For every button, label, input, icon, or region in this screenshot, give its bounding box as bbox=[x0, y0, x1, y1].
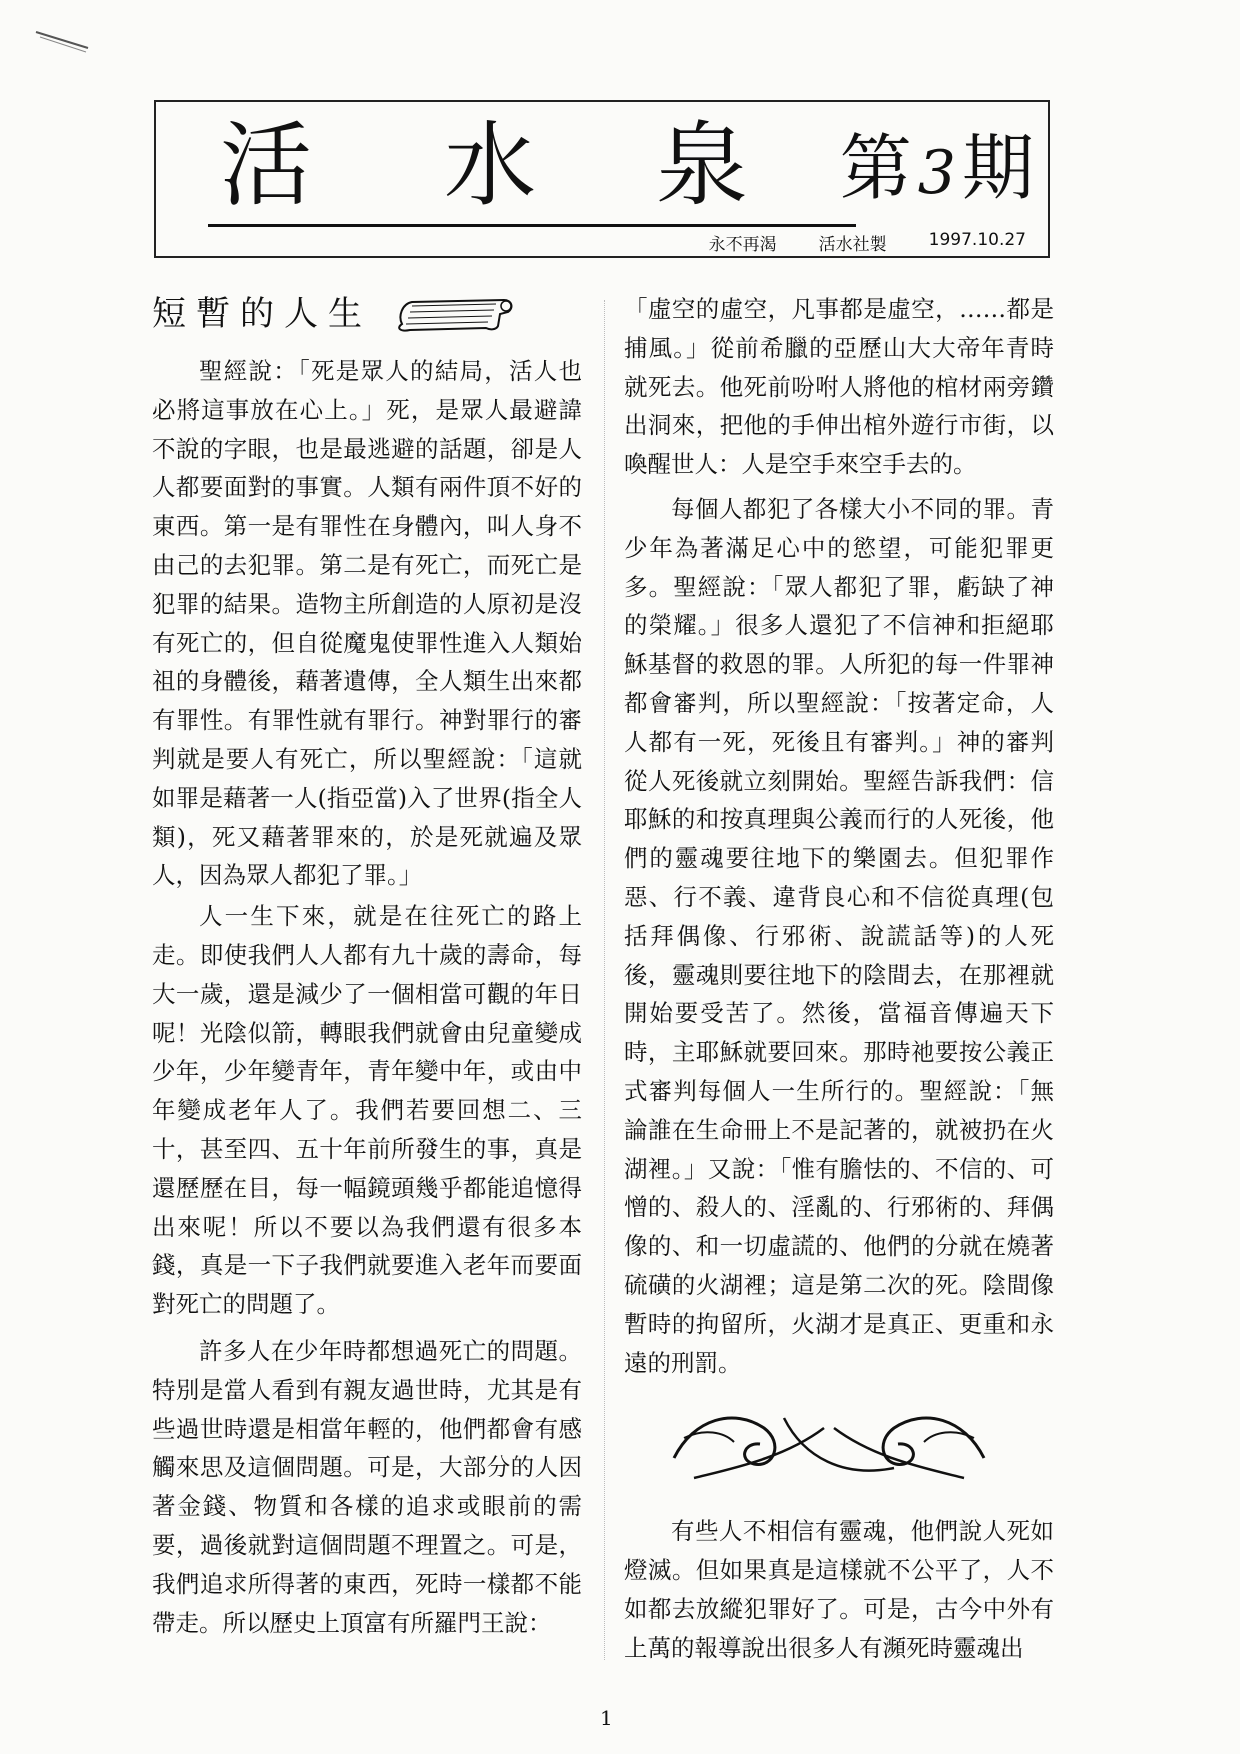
paragraph-left-3: 許多人在少年時都想過死亡的問題。特別是當人看到有親友過世時，尤其是有些過世時還是相當年輕的，他們都會有感觸來思及這個問題。可是，大部分的人因著金錢、物質和各樣的追求或眼前的需要，過後就對這個問題不理置之。可是，我們追求所得著的東西，死時一樣都不能帶走。所以歷史上頂富有所羅門王說： bbox=[152, 1336, 582, 1637]
article-title: 短暫的人生 bbox=[152, 294, 372, 334]
issue-suffix: 期 bbox=[961, 126, 1034, 210]
issue-prefix: 第 bbox=[839, 126, 912, 210]
paragraph-left-2: 人一生下來，就是在往死亡的路上走。即使我們人人都有九十歲的壽命，每大一歲，還是減少了一個相當可觀的年日呢！光陰似箭，轉眼我們就會由兒童變成少年，少年變青年，青年變中年，或由中年變成老年人了。我們若要回想二、三十，甚至四、五十年前所發生的事，真是還歷歷在目，每一幅鏡頭幾乎都能追憶得出來呢！所以不要以為我們還有很多本錢，真是一下子我們就要進入老年而要面對死亡的問題了。 bbox=[152, 902, 582, 1319]
article-column-right bbox=[624, 290, 1054, 1668]
paragraph-left-1: 聖經說：「死是眾人的結局，活人也必將這事放在心上。」死，是眾人最避諱不說的字眼，也是最逃避的話題，卻是人人都要面對的事實。人類有兩件頂不好的東西。第一是有罪性在身體內，叫人身不由己的去犯罪。第二是有死亡，而死亡是犯罪的結果。造物主所創造的人原初是沒有死亡的，但自從魔鬼使罪性進入人類始祖的身體後，藉著遺傳，全人類生出來都有罪性。有罪性就有罪行。神對罪行的審判就是要人有死亡，所以聖經說：「這就如罪是藉著一人(指亞當)入了世界(指全人類)，死又藉著罪來的，於是死就遍及眾人，因為眾人都犯了罪。」 bbox=[152, 357, 582, 890]
article-column-left bbox=[152, 290, 582, 1642]
page-number: 1 bbox=[600, 1706, 613, 1730]
masthead bbox=[154, 100, 1050, 258]
masthead-underline bbox=[208, 224, 856, 227]
paragraph-right-3: 有些人不相信有靈魂，他們說人死如燈滅。但如果真是這樣就不公平了，人不如都去放縱犯罪好了。可是，古今中外有上萬的報導說出很多人有瀕死時靈魂出 bbox=[624, 1517, 1054, 1662]
scroll-icon bbox=[388, 294, 518, 334]
issue-label bbox=[839, 126, 1034, 210]
column-gutter bbox=[604, 300, 606, 1660]
paragraph-right-2: 每個人都犯了各樣大小不同的罪。青少年為著滿足心中的慾望，可能犯罪更多。聖經說：「眾人都犯了罪，虧缺了神的榮耀。」很多人還犯了不信神和拒絕耶穌基督的救恩的罪。人所犯的每一件罪神都會審判，所以聖經說：「按著定命，人人都有一死，死後且有審判。」神的審判從人死後就立刻開始。聖經告訴我們：信耶穌的和按真理與公義而行的人死後，他們的靈魂要往地下的樂園去。但犯罪作惡、行不義、違背良心和不信從真理(包括拜偶像、行邪術、說謊話等)的人死後，靈魂則要往地下的陰間去，在那裡就開始要受苦了。然後，當福音傳遍天下時，主耶穌就要回來。那時祂要按公義正式審判每個人一生所行的。聖經說：「無論誰在生命冊上不是記著的，就被扔在火湖裡。」又說：「惟有膽怯的、不信的、可憎的、殺人的、淫亂的、行邪術的、拜偶像的、和一切虛謊的、他們的分就在燒著硫磺的火湖裡；這是第二次的死。陰間像暫時的拘留所，火湖才是真正、更重和永遠的刑罰。 bbox=[624, 494, 1054, 1377]
scan-mark-line bbox=[34, 28, 90, 54]
motto: 永不再渴 bbox=[708, 235, 777, 255]
masthead-meta bbox=[709, 230, 1026, 255]
masthead-title-char-2: 水 bbox=[444, 112, 537, 219]
publish-date: 1997.10.27 bbox=[928, 230, 1026, 250]
masthead-title-char-3: 泉 bbox=[656, 112, 749, 219]
masthead-title-char-1: 活 bbox=[220, 112, 313, 219]
swirl-ornament-icon bbox=[664, 1398, 994, 1488]
publisher: 活水社製 bbox=[818, 235, 887, 255]
issue-number: 3 bbox=[917, 138, 956, 208]
article-heading bbox=[152, 290, 582, 338]
paragraph-right-1: 「虛空的虛空，凡事都是虛空，……都是捕風。」從前希臘的亞歷山大大帝年青時就死去。他死前吩咐人將他的棺材兩旁鑽出洞來，把他的手伸出棺外遊行市街，以喚醒世人：人是空手來空手去的。 bbox=[624, 295, 1054, 479]
